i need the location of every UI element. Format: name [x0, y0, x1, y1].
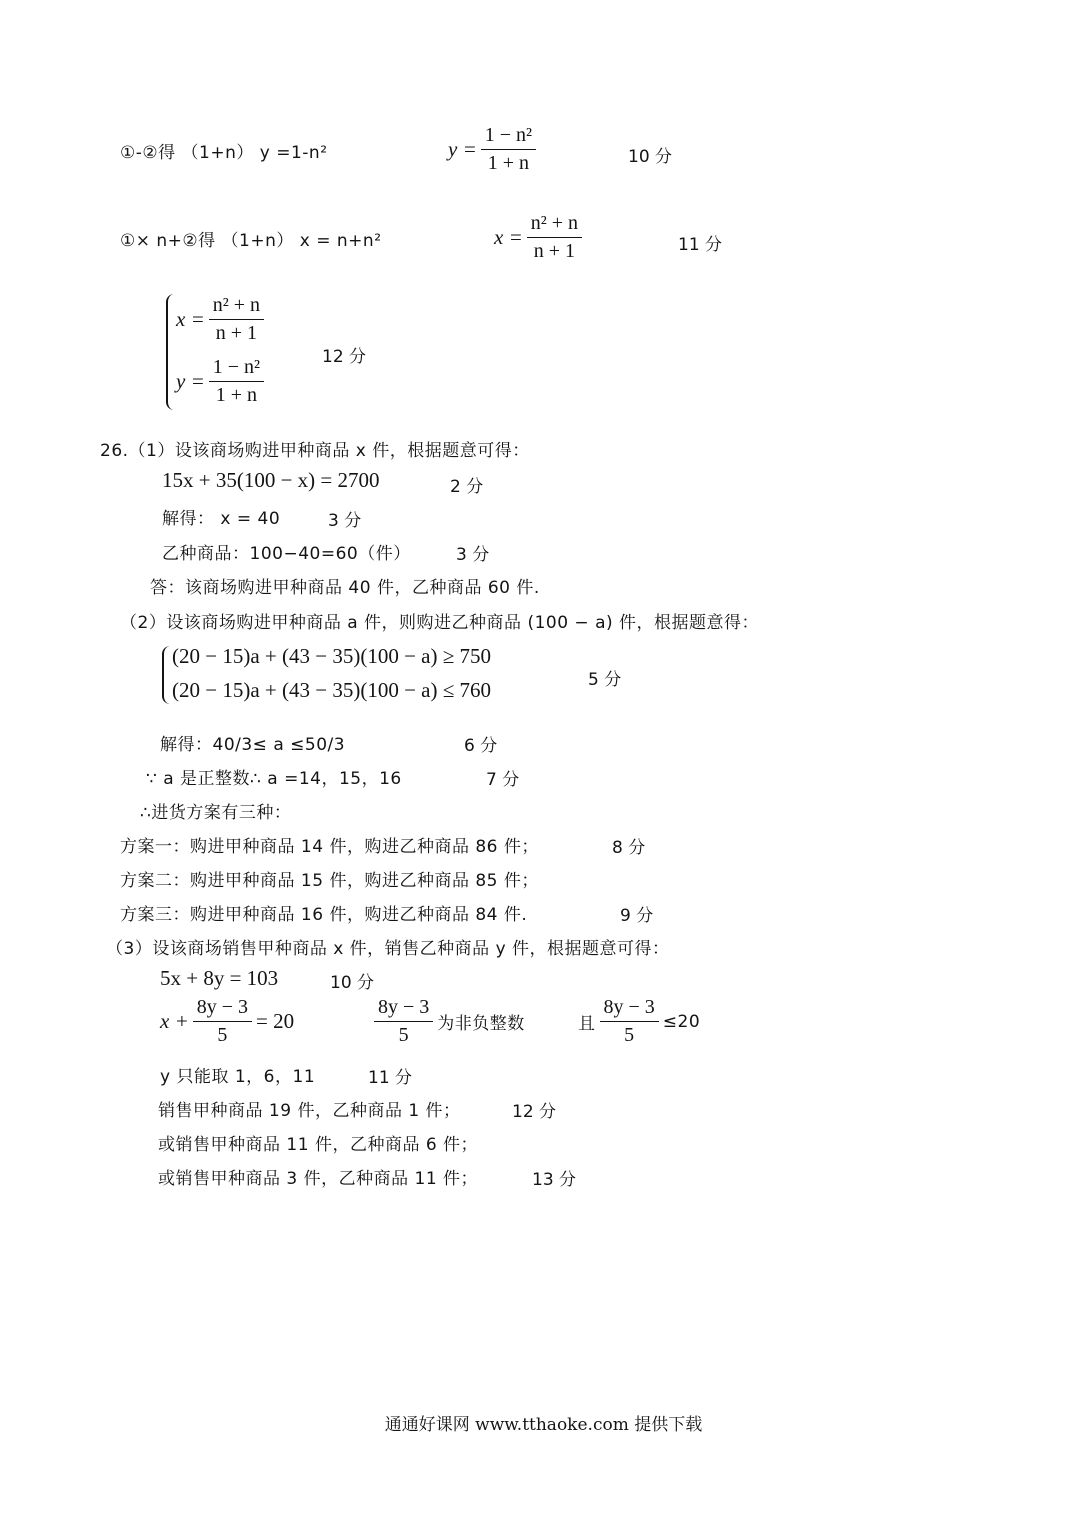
q26-part3-equation: 5x + 8y = 103	[160, 966, 279, 990]
system-x-num: n² + n	[209, 294, 264, 320]
y-fraction	[481, 124, 536, 175]
score-3a: 3 分	[328, 511, 362, 531]
frac-b-den: 5	[398, 1024, 409, 1046]
frac-a-num: 8y − 3	[193, 996, 252, 1022]
system-x-label: x =	[176, 307, 205, 331]
score-13: 13 分	[532, 1170, 577, 1190]
and-label: 且	[578, 1014, 596, 1034]
q26-part1-equation: 15x + 35(100 − x) = 2700	[162, 468, 380, 492]
frac-8y-3-c	[600, 996, 659, 1047]
score-11: 11 分	[678, 235, 723, 255]
combine-equations-text: ①× n+②得 （1+n） x = n+n²	[120, 231, 382, 251]
score-11b: 11 分	[368, 1068, 413, 1088]
nonneg-label: 为非负整数	[437, 1014, 525, 1034]
score-5: 5 分	[588, 670, 622, 690]
q26-part2-solve: 解得：40/3≤ a ≤50/3	[160, 735, 346, 755]
frac-b-num: 8y − 3	[374, 996, 433, 1022]
frac-8y-3-a	[193, 996, 252, 1047]
x-solution	[494, 212, 586, 263]
inequality-1: (20 − 15)a + (43 − 35)(100 − a) ≥ 750	[172, 644, 491, 668]
system-y	[176, 356, 268, 407]
frac-c-den: 5	[624, 1024, 635, 1046]
frac-a-den: 5	[217, 1024, 228, 1046]
x-plus: x +	[160, 1009, 189, 1033]
le-20: ≤20	[662, 1011, 701, 1032]
plan-2: 方案二：购进甲种商品 15 件，购进乙种商品 85 件；	[120, 871, 539, 891]
score-12b: 12 分	[512, 1102, 557, 1122]
q26-part3-x-expr	[160, 996, 294, 1047]
frac-8y-3-b	[374, 996, 433, 1047]
q26-part3-nonneg	[370, 996, 525, 1047]
x-eq-label: x =	[494, 225, 523, 249]
score-12-system: 12 分	[322, 347, 367, 367]
score-10: 10 分	[628, 147, 673, 167]
q26-part2-integer: ∵ a 是正整数∴ a =14，15，16	[146, 769, 402, 789]
system-y-label: y =	[176, 369, 205, 393]
sale-option-1: 销售甲种商品 19 件，乙种商品 1 件；	[158, 1101, 461, 1121]
system-y-den: 1 + n	[215, 384, 258, 406]
subtract-equations-line	[120, 138, 328, 163]
frac-c-num: 8y − 3	[600, 996, 659, 1022]
score-6: 6 分	[464, 736, 498, 756]
q26-part2-heading: （2）设该商场购进甲种商品 a 件，则购进乙种商品 (100 − a) 件，根据题意得：	[120, 613, 760, 633]
q26-part3-heading: （3）设该商场销售甲种商品 x 件，销售乙种商品 y 件，根据题意可得：	[106, 939, 670, 959]
q26-part1-heading: 26.（1）设该商场购进甲种商品 x 件，根据题意可得：	[100, 441, 530, 461]
subtract-equations-text: ①-②得 （1+n） y =1-n²	[120, 143, 328, 163]
y-fraction-num: 1 − n²	[481, 124, 536, 150]
q26-part1-b-count: 乙种商品：100−40=60（件）	[162, 544, 411, 564]
system-y-num: 1 − n²	[209, 356, 264, 382]
footer-source: 通通好课网 www.tthaoke.com 提供下载	[384, 1415, 703, 1435]
x-fraction	[527, 212, 582, 263]
q26-part3-y-values: y 只能取 1，6，11	[160, 1067, 316, 1087]
score-2: 2 分	[450, 477, 484, 497]
sale-option-3: 或销售甲种商品 3 件，乙种商品 11 件；	[158, 1169, 479, 1189]
x-fraction-den: n + 1	[533, 240, 576, 262]
score-8: 8 分	[612, 838, 646, 858]
q26-part2-plans: ∴进货方案有三种：	[140, 803, 292, 823]
plan-1: 方案一：购进甲种商品 14 件，购进乙种商品 86 件；	[120, 837, 539, 857]
q26-part1-answer: 答：该商场购进甲种商品 40 件，乙种商品 60 件.	[150, 578, 540, 598]
y-fraction-den: 1 + n	[487, 152, 530, 174]
score-7: 7 分	[486, 770, 520, 790]
system-y-fraction	[209, 356, 264, 407]
inequality-2: (20 − 15)a + (43 − 35)(100 − a) ≤ 760	[172, 678, 491, 702]
plan-3: 方案三：购进甲种商品 16 件，购进乙种商品 84 件.	[120, 905, 528, 925]
q26-part1-solve: 解得： x = 40	[162, 509, 281, 529]
combine-equations-line	[120, 226, 382, 251]
score-3b: 3 分	[456, 545, 490, 565]
y-solution	[448, 124, 540, 175]
x-fraction-num: n² + n	[527, 212, 582, 238]
score-10b: 10 分	[330, 973, 375, 993]
score-9: 9 分	[620, 906, 654, 926]
system-x	[176, 294, 268, 345]
inequality-brace	[162, 646, 172, 704]
system-x-fraction	[209, 294, 264, 345]
q26-part3-bound	[578, 996, 700, 1047]
sale-option-2: 或销售甲种商品 11 件，乙种商品 6 件；	[158, 1135, 479, 1155]
equals-20: = 20	[256, 1009, 295, 1033]
system-x-den: n + 1	[215, 322, 258, 344]
y-eq-label: y =	[448, 137, 477, 161]
